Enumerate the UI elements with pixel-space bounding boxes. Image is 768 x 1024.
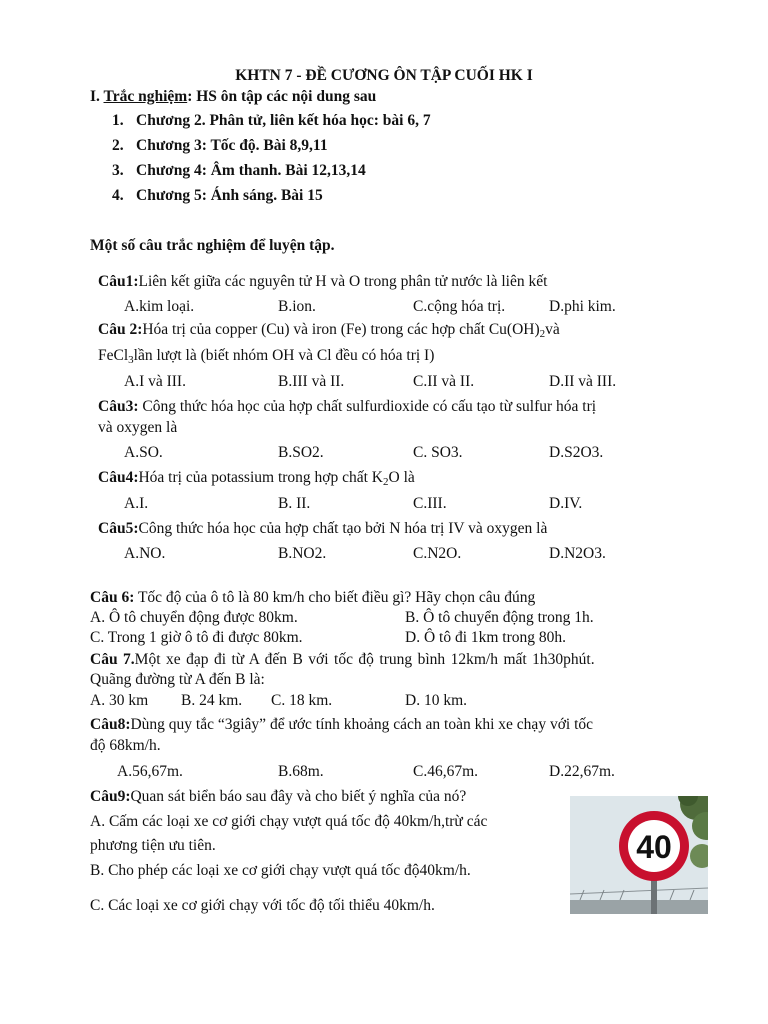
sign-number: 40 [636,829,672,865]
list-item [112,136,328,156]
option-b: B. Cho phép các loại xe cơ giới chạy vượt quá tốc độ40km/h. [90,862,471,879]
question-7 [90,650,595,670]
question-text: nhóm OH và Cl đều có hóa trị I) [232,347,435,364]
option-c: C.46,67m. [413,763,479,780]
option-a: A.NO. [124,545,166,562]
option-c: C.II và II. [413,373,475,390]
question-label: Câu5: [98,520,139,537]
option-d: D. 10 km. [405,692,467,709]
option-b: B.NO2. [278,545,327,562]
question-text: Một xe đạp đi từ A đến B với tốc độ trung bình 12km/h mất 1h30phút. [134,651,595,668]
list-text: Chương 4: Âm thanh. Bài 12,13,14 [136,162,366,179]
option-a: A. 30 km [90,692,149,709]
option-d: D.phi kim. [549,298,616,315]
question-label: Câu 2: [98,321,143,338]
list-number: 3. [112,162,124,179]
question-3 [98,397,596,417]
question-8 [90,715,593,735]
option-a: A. Cấm các loại xe cơ giới chạy vượt quá tốc độ 40km/h,trừ các [90,813,488,830]
question-label: Câu 7. [90,651,135,668]
list-number: 1. [112,112,124,129]
question-label: Câu1: [98,273,139,290]
practice-heading: Một số câu trắc nghiệm để luyện tập. [90,237,335,254]
option-a: A. Ô tô chuyển động được 80km. [90,609,298,626]
option-a: A.56,67m. [117,763,183,780]
list-item [112,186,323,206]
subscript: 3 [128,354,134,366]
question-text: Công thức hóa học của hợp chất tạo bởi N hóa trị IV và oxygen là [138,520,548,537]
option-b: B. II. [278,495,311,512]
question-text: Liên kết giữa các nguyên tử H và O trong phân tử nước là liên kết [138,273,548,290]
list-item [112,161,366,181]
question-6 [90,588,535,608]
question-text: Hóa trị của copper (Cu) và iron (Fe) trong các hợp chất Cu(OH) [142,321,540,338]
option-a: A.I và III. [124,373,186,390]
question-label: Câu3: [98,398,139,415]
option-d: D.22,67m. [549,763,615,780]
question-label: Câu9: [90,788,131,805]
question-1 [98,272,547,292]
section-number: I. [90,88,104,105]
option-a: A.kim loại. [124,298,195,315]
question-label: Câu4: [98,469,139,486]
option-a: A.I. [124,495,149,512]
speed-limit-sign-icon [570,796,708,914]
option-c: C. Các loại xe cơ giới chạy với tốc độ tối thiểu 40km/h. [90,897,435,914]
option-d: D.IV. [549,495,583,512]
question-text: Hóa trị của potassium trong hợp chất K [138,469,384,486]
option-d: D.S2O3. [549,444,604,461]
document-title: KHTN 7 - ĐỀ CƯƠNG ÔN TẬP CUỐI HK I [235,67,533,84]
list-item [112,111,431,131]
question-text: Quan sát biển báo sau đây và cho biết ý nghĩa của nó? [130,788,467,805]
question-8-line2: độ 68km/h. [90,737,161,754]
option-c: C. 18 km. [271,692,333,709]
option-c: C.cộng hóa trị. [413,298,506,315]
question-9 [90,787,466,807]
option-b: B. Ô tô chuyển động trong 1h. [405,609,594,626]
option-b: B.SO2. [278,444,324,461]
option-b: B.ion. [278,298,316,315]
list-number: 4. [112,187,124,204]
option-d: D.II và III. [549,373,617,390]
question-text: lần lượt là (biết [133,347,233,364]
speed-limit-sign-photo [570,796,708,914]
section-label: Trắc nghiệm [103,88,188,105]
formula: FeCl [98,347,129,364]
list-text: Chương 3: Tốc độ. Bài 8,9,11 [136,137,328,154]
question-text: Công thức hóa học của hợp chất sulfurdioxide có cấu tạo từ sulfur hóa trị [138,398,597,415]
list-number: 2. [112,137,124,154]
question-2 [98,320,560,341]
option-b: B.68m. [278,763,324,780]
question-3-line2: và oxygen là [98,419,178,436]
question-2-line2 [98,346,434,367]
list-text: Chương 5: Ánh sáng. Bài 15 [136,187,323,204]
section-label-rest: : HS ôn tập các nội dung sau [187,88,377,105]
question-label: Câu8: [90,716,131,733]
subscript: 2 [383,476,389,488]
question-tail: O là [388,469,415,486]
option-c: C. Trong 1 giờ ô tô đi được 80km. [90,629,303,646]
option-b: B.III và II. [278,373,345,390]
question-text: Tốc độ của ô tô là 80 km/h cho biết điều gì? Hãy chọn câu đúng [134,589,536,606]
list-text: Chương 2. Phân tử, liên kết hóa học: bài 6, 7 [136,112,431,129]
option-c: C.III. [413,495,447,512]
question-7-line2: Quãng đường từ A đến B là: [90,671,265,688]
option-a-cont: phương tiện ưu tiên. [90,837,216,854]
question-5 [98,519,547,539]
option-a: A.SO. [124,444,163,461]
option-d: D.N2O3. [549,545,606,562]
subscript: 2 [539,328,546,340]
option-c: C.N2O. [413,545,462,562]
option-c: C. SO3. [413,444,463,461]
question-4 [98,468,415,489]
section-heading [90,87,376,107]
question-tail: và [545,321,560,338]
question-label: Câu 6: [90,589,135,606]
option-d: D. Ô tô đi 1km trong 80h. [405,629,567,646]
question-text: Dùng quy tắc “3giây” để ước tính khoảng cách an toàn khi xe chạy với tốc [130,716,594,733]
option-b: B. 24 km. [181,692,243,709]
